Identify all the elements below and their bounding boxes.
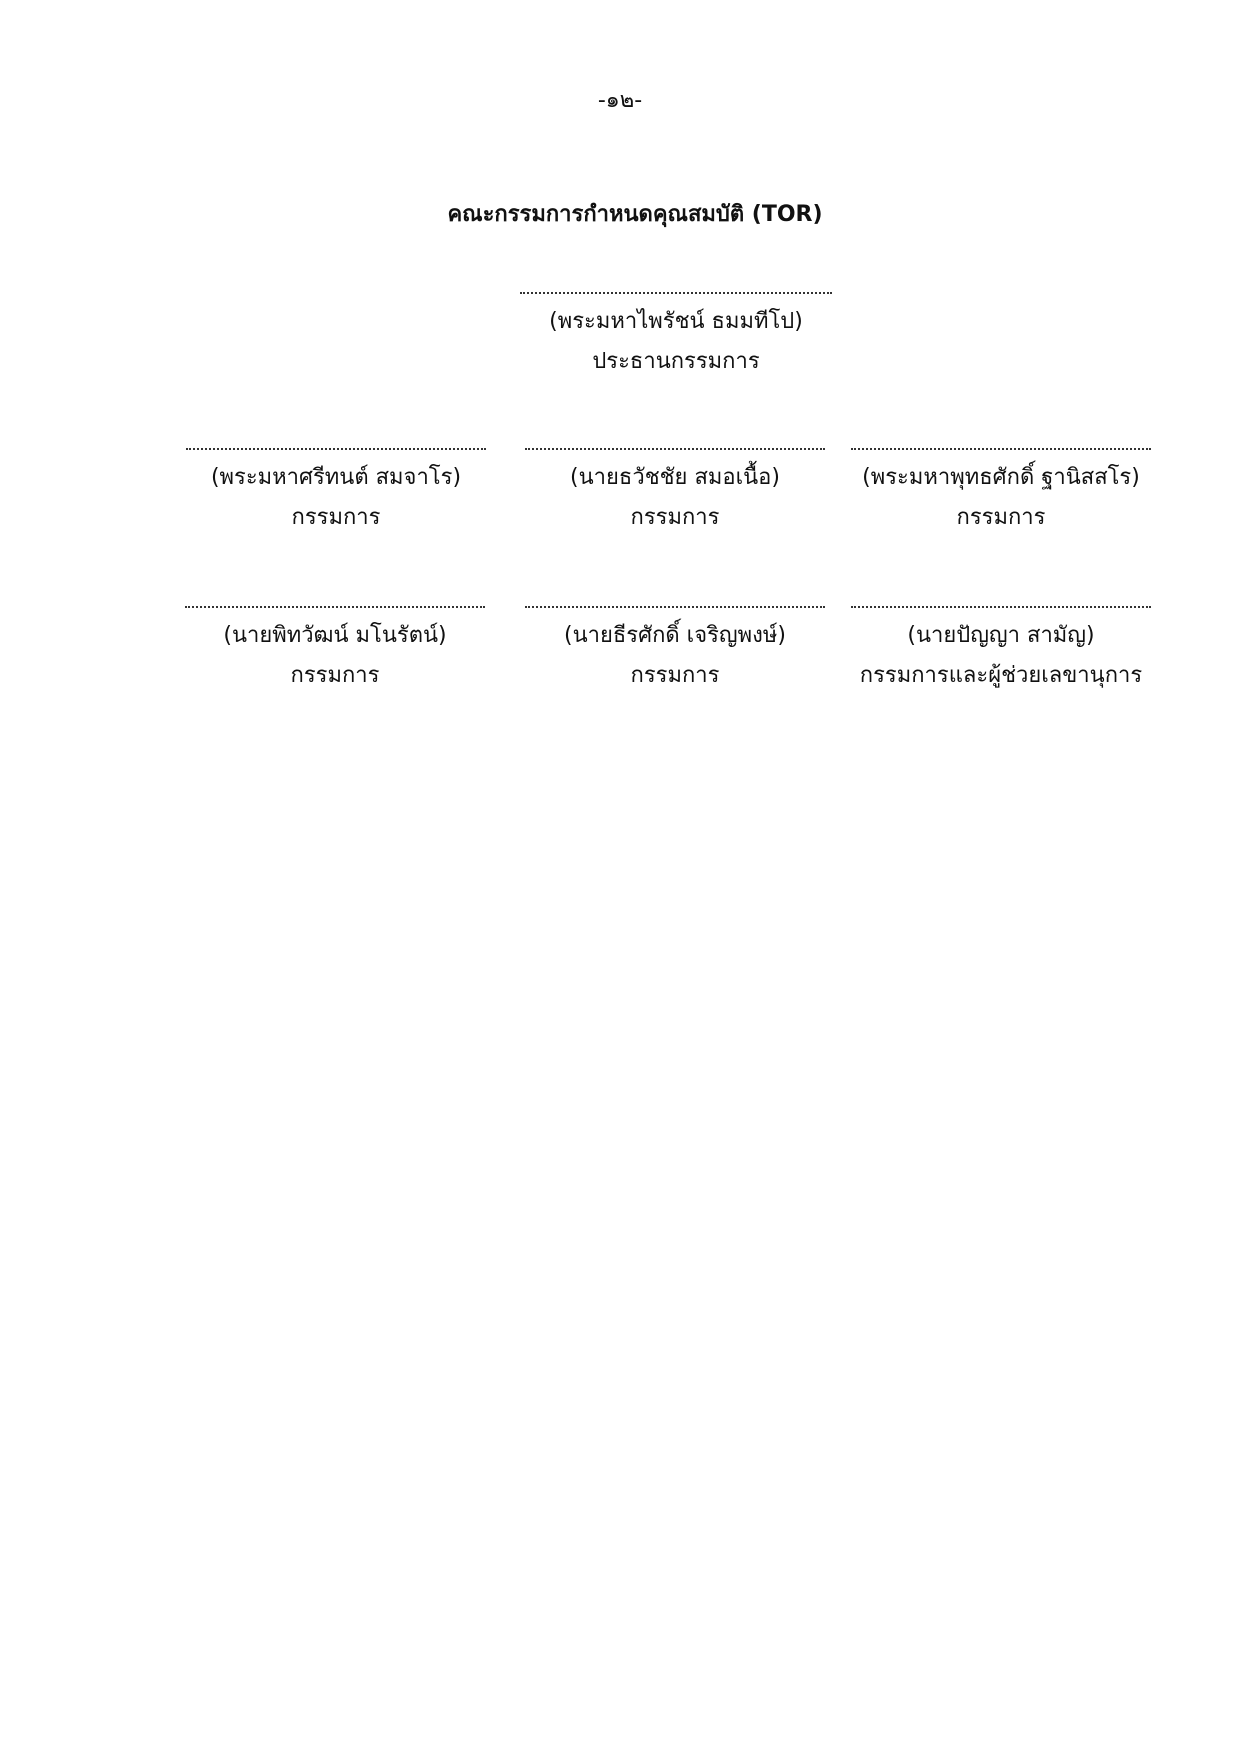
signature-block-member: [520, 606, 830, 690]
signatory-name: (พระมหาไพรัชน์ ธมมทีโป): [549, 309, 803, 334]
signatory-name: (พระมหาพุทธศักดิ์ ฐานิสสโร): [862, 465, 1140, 490]
signature-line: [520, 292, 832, 294]
signature-block-member: [846, 448, 1156, 532]
signature-line: [185, 606, 485, 608]
signature-block-secretary: [846, 606, 1156, 690]
signatory-role: กรรมการ: [290, 663, 380, 688]
signatory-name: (นายพิทวัฒน์ มโนรัตน์): [223, 623, 447, 648]
signature-block-member: [180, 606, 490, 690]
signatory-role: กรรมการ: [630, 663, 720, 688]
signatory-role: กรรมการและผู้ช่วยเลขานุการ: [859, 663, 1143, 688]
signatory-name: (พระมหาศรีทนต์ สมจาโร): [210, 465, 462, 490]
signatory-name: (นายปัญญา สามัญ): [907, 623, 1095, 648]
signatory-role: ประธานกรรมการ: [592, 349, 760, 374]
signatory-role: กรรมการ: [291, 505, 381, 530]
signature-line: [525, 606, 825, 608]
signatory-name: (นายธวัชชัย สมอเนื้อ): [570, 465, 780, 490]
signature-block-chair: [516, 292, 836, 376]
signature-line: [851, 448, 1151, 450]
committee-title: คณะกรรมการกำหนดคุณสมบัติ (TOR): [447, 202, 823, 227]
page-number: -๑๒-: [597, 88, 643, 113]
signatory-name: (นายธีรศักดิ์ เจริญพงษ์): [564, 623, 786, 648]
signature-block-member: [520, 448, 830, 532]
signatory-role: กรรมการ: [630, 505, 720, 530]
signature-line: [525, 448, 825, 450]
signature-line: [186, 448, 486, 450]
signature-block-member: [176, 448, 496, 532]
signatory-role: กรรมการ: [956, 505, 1046, 530]
signature-line: [851, 606, 1151, 608]
